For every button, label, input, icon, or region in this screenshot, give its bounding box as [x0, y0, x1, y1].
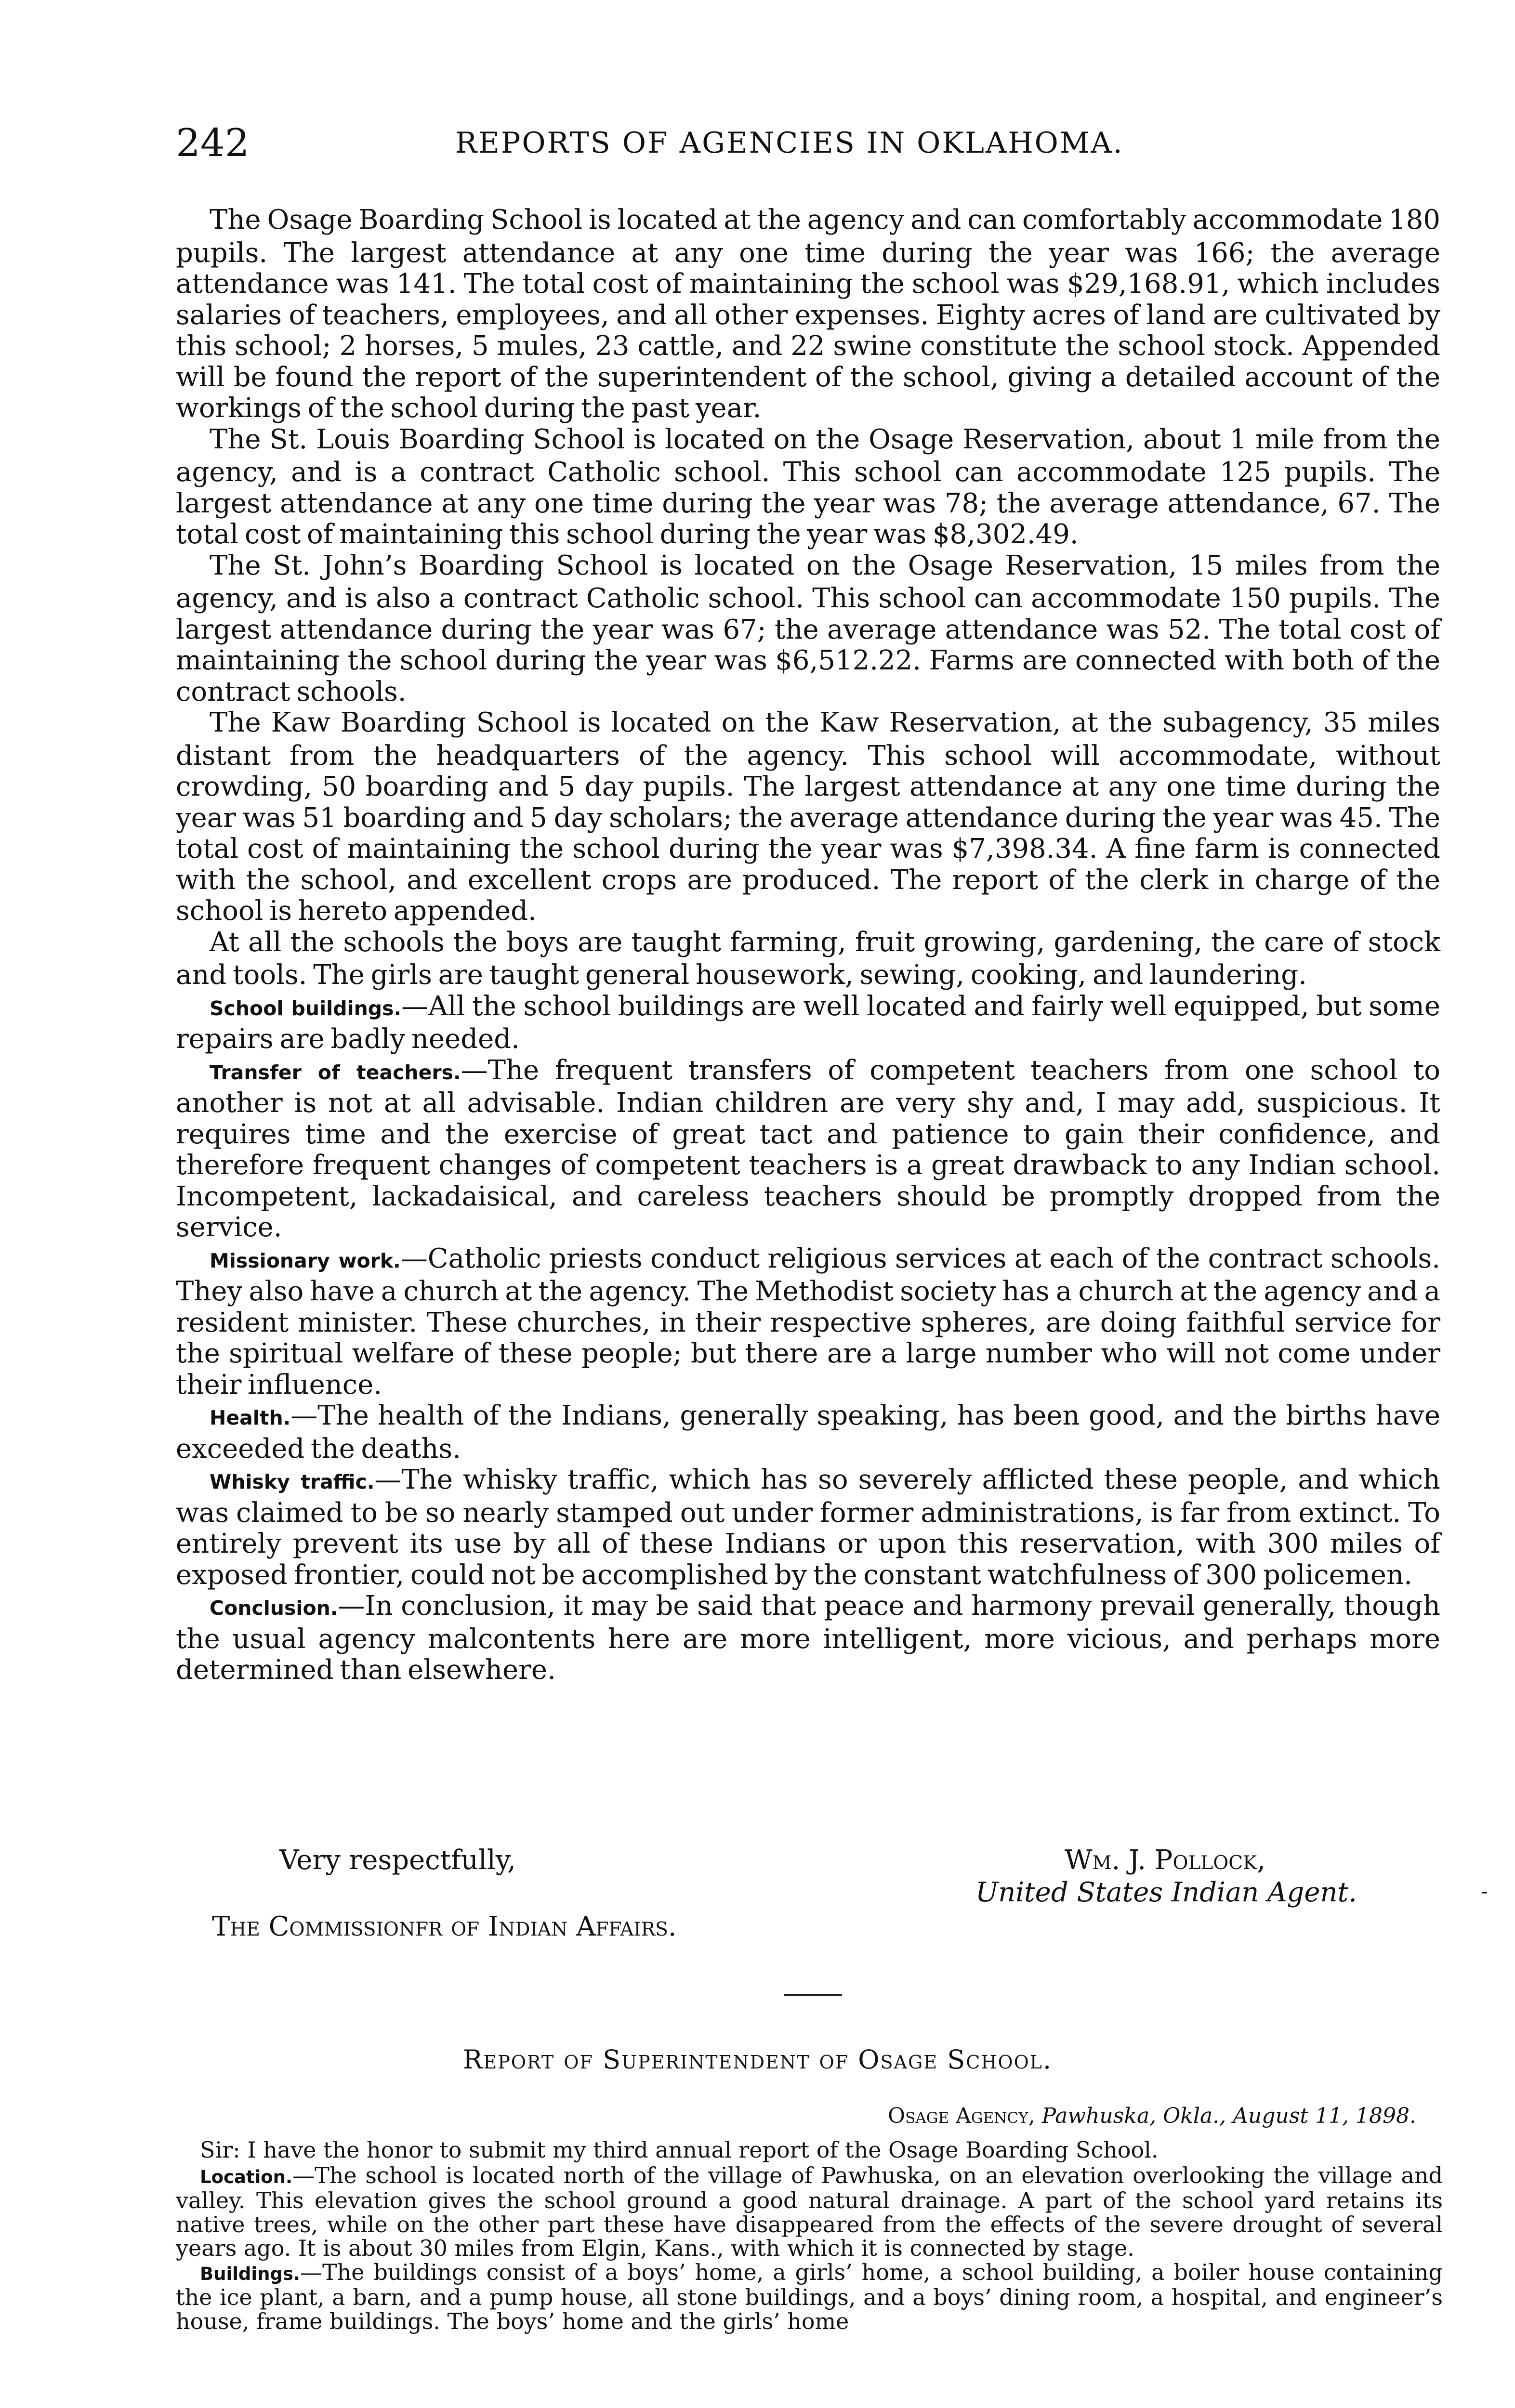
side-heading: Transfer of teachers.	[210, 1060, 461, 1084]
paragraph-missionary-work: Missionary work.—Catholic priests conduct religious services at each of the contract schools. They also have a church at the agency. The Methodist society has a church at the agency and a resident minister. These churches, in their respective spheres, are doing faithful service for the spiritual welfare of these people; but there are a large number who will not come under their influence.	[176, 1243, 1440, 1400]
addressee: The Commissionfr of Indian Affairs.	[212, 1911, 677, 1942]
side-heading: Buildings.	[200, 2263, 300, 2284]
dateline-date: Pawhuska, Okla., August 11, 1898.	[1041, 2104, 1416, 2128]
salutation: Very respectfully,	[279, 1845, 516, 1876]
section-divider	[784, 1994, 842, 1996]
page-number: 242	[176, 120, 250, 165]
dateline-place: Osage Agency,	[888, 2104, 1035, 2128]
paragraph: The Kaw Boarding School is located on the Kaw Reservation, at the subagency, 35 miles distant from the headquarters of the agency. This school will accommodate, without crowding, 50 boarding and 5 day pupils. The largest attendance at any one time during the year was 51 boarding and 5 day scholars; the average attendance during the year was 45. The total cost of maintaining the school during the year was $7,398.34. A fine farm is connected with the school, and excellent crops are produced. The report of the clerk in charge of the school is hereto appended.	[176, 707, 1440, 927]
side-heading: Missionary work.	[210, 1249, 401, 1272]
paragraph-location: Location.—The school is located north of the village of Pawhuska, on an elevation overlooking the village and valley. This elevation gives the school ground a good natural drainage. A part of the school yard retains its native trees, while on the other part these have disappeared from the effects of the severe drought of several years ago. It is about 30 miles from Elgin, Kans., with which it is connected by stage.	[176, 2162, 1443, 2261]
margin-mark: -	[1481, 1881, 1488, 1903]
paragraph: The Osage Boarding School is located at the agency and can comfortably accommodate 180 pupils. The largest attendance at any one time during the year was 166; the average attendance was 141. The total cost of maintaining the school was $29,168.91, which includes salaries of teachers, employees, and all other expenses. Eighty acres of land are cultivated by this school; 2 horses, 5 mules, 23 cattle, and 22 swine constitute the school stock. Appended will be found the report of the superintendent of the school, giving a detailed account of the workings of the school during the past year.	[176, 204, 1440, 424]
signer-name: Wm. J. Pollock,	[1065, 1845, 1265, 1876]
paragraph-salutation: Sir: I have the honor to submit my third annual report of the Osage Boarding School.	[200, 2137, 1159, 2163]
paragraph: The St. John’s Boarding School is located on the Osage Reservation, 15 miles from the agency, and is also a contract Catholic school. This school can accommodate 150 pupils. The largest attendance during the year was 67; the average attendance was 52. The total cost of maintaining the school during the year was $6,512.22. Farms are connected with both of the contract schools.	[176, 550, 1440, 707]
signer-title: United States Indian Agent.	[975, 1877, 1357, 1908]
agent-report-body	[176, 205, 1440, 1686]
side-heading: School buildings.	[210, 996, 402, 1020]
paragraph: At all the schools the boys are taught farming, fruit growing, gardening, the care of stock and tools. The girls are taught general housework, sewing, cooking, and laundering.	[176, 926, 1440, 991]
side-heading: Whisky traffic.	[210, 1470, 375, 1493]
report-title: Report of Superintendent of Osage School.	[462, 2044, 1053, 2075]
paragraph-buildings: Buildings.—The buildings consist of a boys’ home, a girls’ home, a school building, a boiler house containing the ice plant, a barn, and a pump house, all stone buildings, and a boys’ dining room, a hospital, and engineer’s house, frame buildings. The boys’ home and the girls’ home	[176, 2259, 1443, 2334]
side-heading: Conclusion.	[210, 1597, 338, 1620]
paragraph-health: Health.—The health of the Indians, generally speaking, has been good, and the births have exceeded the deaths.	[176, 1400, 1440, 1465]
paragraph-transfer-of-teachers: Transfer of teachers.—The frequent transfers of competent teachers from one school to another is not at all advisable. Indian children are very shy and, I may add, suspicious. It requires time and the exercise of great tact and patience to gain their confidence, and therefore frequent changes of competent teachers is a great drawback to any Indian school. Incompetent, lackadaisical, and careless teachers should be promptly dropped from the service.	[176, 1054, 1440, 1243]
dateline	[771, 2104, 1416, 2128]
side-heading: Location.	[200, 2166, 293, 2187]
superintendent-report-body	[176, 2138, 1443, 2333]
page-header	[176, 120, 1443, 166]
paragraph-conclusion: Conclusion.—In conclusion, it may be said that peace and harmony prevail generally, though the usual agency malcontents here are more intelligent, more vicious, and perhaps more determined than elsewhere.	[176, 1590, 1440, 1686]
paragraph: The St. Louis Boarding School is located on the Osage Reservation, about 1 mile from the agency, and is a contract Catholic school. This school can accommodate 125 pupils. The largest attendance at any one time during the year was 78; the average attendance, 67. The total cost of maintaining this school during the year was $8,302.49.	[176, 423, 1440, 550]
paragraph-school-buildings: School buildings.—All the school buildings are well located and fairly well equipped, but some repairs are badly needed.	[176, 990, 1441, 1055]
running-title: REPORTS OF AGENCIES IN OKLAHOMA.	[455, 126, 1124, 160]
side-heading: Health.	[210, 1406, 291, 1429]
paragraph-whisky-traffic: Whisky traffic.—The whisky traffic, which has so severely afflicted these people, and which was claimed to be so nearly stamped out under former administrations, is far from extinct. To entirely prevent its use by all of these Indians or upon this reservation, with 300 miles of exposed frontier, could not be accomplished by the constant watchfulness of 300 policemen.	[176, 1464, 1440, 1591]
